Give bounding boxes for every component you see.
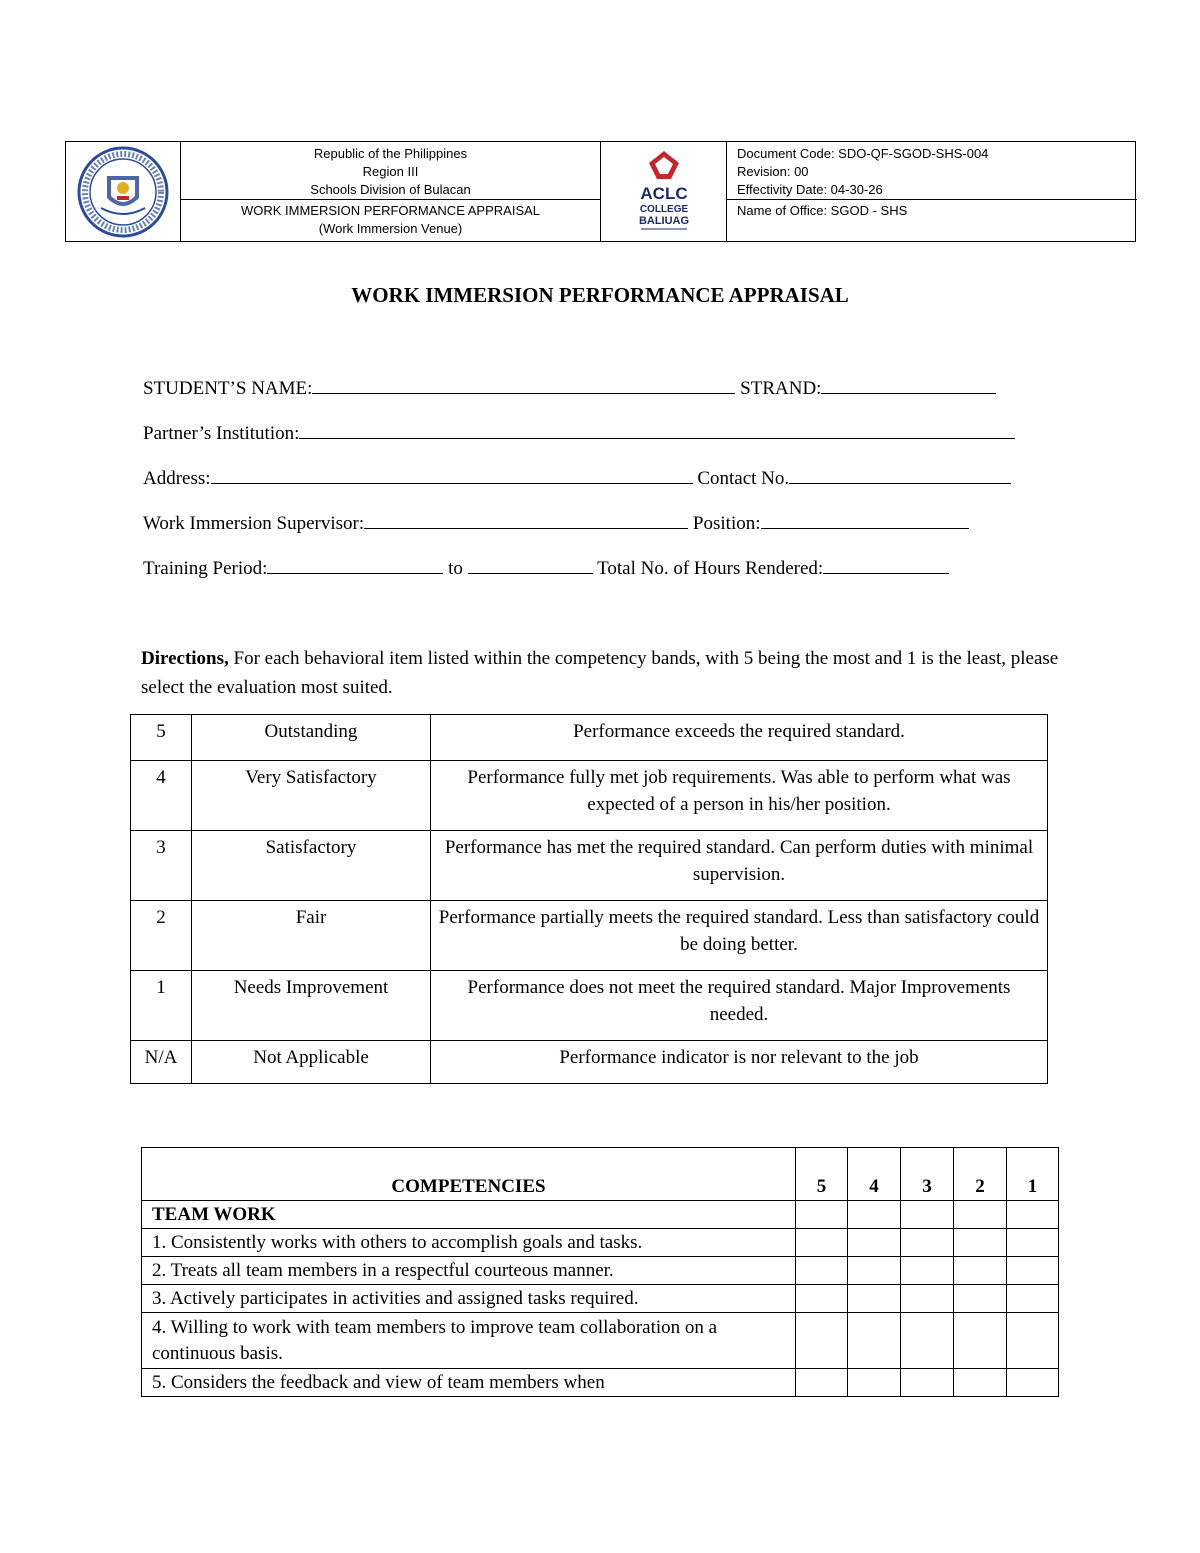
score-cell[interactable] — [796, 1285, 848, 1313]
score-cell[interactable] — [848, 1201, 901, 1229]
score-cell[interactable] — [796, 1257, 848, 1285]
score-header-3: 3 — [901, 1148, 954, 1201]
scale-score: 5 — [131, 715, 192, 761]
contact-label: Contact No. — [697, 468, 790, 489]
scale-label: Not Applicable — [192, 1041, 431, 1084]
score-cell[interactable] — [848, 1313, 901, 1369]
table-row — [131, 971, 1048, 1041]
score-cell[interactable] — [954, 1257, 1007, 1285]
score-header-2: 2 — [954, 1148, 1007, 1201]
scale-score: 1 — [131, 971, 192, 1041]
score-cell[interactable] — [1007, 1285, 1059, 1313]
training-to-label: to — [448, 558, 463, 579]
agency-cell — [181, 142, 601, 241]
score-cell[interactable] — [796, 1369, 848, 1397]
form-title-small: WORK IMMERSION PERFORMANCE APPRAISAL — [240, 203, 541, 218]
rating-scale-table — [130, 714, 1048, 1084]
scale-description: Performance fully met job requirements. Was able to perform what was expected of a person in his/her position. — [431, 761, 1048, 831]
effectivity-date: Effectivity Date: 04-30-26 — [737, 182, 883, 197]
score-cell[interactable] — [954, 1285, 1007, 1313]
table-row — [131, 901, 1048, 971]
competency-item: 5. Considers the feedback and view of team members when — [142, 1369, 796, 1397]
score-cell[interactable] — [901, 1201, 954, 1229]
svg-text:BALIUAG: BALIUAG — [638, 214, 689, 227]
hours-label: Total No. of Hours Rendered: — [597, 558, 824, 579]
directions-text: For each behavioral item listed within the competency bands, with 5 being the most and 1 is the least, please select the evaluation most suited. — [141, 648, 1059, 698]
office-name: Name of Office: SGOD - SHS — [737, 203, 908, 218]
directions — [141, 644, 1061, 702]
table-row — [131, 1041, 1048, 1084]
competencies-table — [141, 1147, 1059, 1397]
scale-description: Performance has met the required standard. Can perform duties with minimal supervision. — [431, 831, 1048, 901]
school-logo-cell — [601, 142, 727, 241]
student-name-field[interactable] — [312, 376, 735, 394]
competency-item: 4. Willing to work with team members to improve team collaboration on a continuous basis. — [142, 1313, 796, 1369]
scale-score: 4 — [131, 761, 192, 831]
supervisor-label: Work Immersion Supervisor: — [143, 513, 365, 534]
score-cell[interactable] — [901, 1257, 954, 1285]
score-cell[interactable] — [1007, 1229, 1059, 1257]
scale-description: Performance indicator is nor relevant to the job — [431, 1041, 1048, 1084]
page-title: WORK IMMERSION PERFORMANCE APPRAISAL — [351, 283, 849, 307]
competency-item: 2. Treats all team members in a respectful courteous manner. — [142, 1257, 796, 1285]
training-label: Training Period: — [143, 558, 268, 579]
deped-seal-cell — [66, 142, 181, 241]
position-label: Position: — [692, 513, 761, 534]
supervisor-row — [143, 511, 1058, 535]
agency-line-3: Schools Division of Bulacan — [310, 182, 471, 197]
score-cell[interactable] — [901, 1285, 954, 1313]
score-cell[interactable] — [848, 1285, 901, 1313]
partner-label: Partner’s Institution: — [143, 423, 300, 444]
training-start-field[interactable] — [267, 556, 443, 574]
address-field[interactable] — [211, 466, 693, 484]
scale-label: Outstanding — [192, 715, 431, 761]
hours-field[interactable] — [823, 556, 949, 574]
contact-field[interactable] — [789, 466, 1011, 484]
competency-item: 1. Consistently works with others to accomplish goals and tasks. — [142, 1229, 796, 1257]
score-cell[interactable] — [954, 1313, 1007, 1369]
scale-description: Performance does not meet the required standard. Major Improvements needed. — [431, 971, 1048, 1041]
scale-score: N/A — [131, 1041, 192, 1084]
scale-label: Satisfactory — [192, 831, 431, 901]
revision: Revision: 00 — [737, 164, 809, 179]
score-cell[interactable] — [1007, 1257, 1059, 1285]
partner-row — [143, 421, 1058, 445]
table-row — [142, 1313, 1059, 1369]
position-field[interactable] — [761, 511, 969, 529]
competencies-header: COMPETENCIES — [142, 1148, 796, 1201]
score-header-4: 4 — [848, 1148, 901, 1201]
scale-score: 3 — [131, 831, 192, 901]
form-subtitle: (Work Immersion Venue) — [318, 221, 463, 236]
student-name-row — [143, 376, 1058, 400]
competencies-header-row — [142, 1148, 1059, 1201]
score-cell[interactable] — [796, 1313, 848, 1369]
training-row — [143, 556, 1058, 580]
scale-label: Very Satisfactory — [192, 761, 431, 831]
document-info-cell — [727, 142, 1137, 241]
deped-seal-icon — [77, 146, 169, 238]
competency-item: 3. Actively participates in activities and assigned tasks required. — [142, 1285, 796, 1313]
score-cell[interactable] — [954, 1229, 1007, 1257]
score-cell[interactable] — [901, 1369, 954, 1397]
document-header — [65, 141, 1136, 242]
document-code: Document Code: SDO-QF-SGOD-SHS-004 — [737, 146, 989, 161]
student-name-label: STUDENT’S NAME: — [143, 378, 313, 399]
score-cell[interactable] — [848, 1369, 901, 1397]
table-row — [142, 1369, 1059, 1397]
score-header-1: 1 — [1007, 1148, 1059, 1201]
score-cell[interactable] — [954, 1201, 1007, 1229]
table-row — [131, 761, 1048, 831]
score-cell[interactable] — [901, 1229, 954, 1257]
table-row — [131, 831, 1048, 901]
strand-label: STRAND: — [740, 378, 822, 399]
table-row — [142, 1285, 1059, 1313]
table-row — [131, 715, 1048, 761]
table-row — [142, 1229, 1059, 1257]
category-team-work: TEAM WORK — [142, 1201, 796, 1229]
strand-field[interactable] — [821, 376, 996, 394]
scale-score: 2 — [131, 901, 192, 971]
partner-field[interactable] — [299, 421, 1015, 439]
score-cell[interactable] — [954, 1369, 1007, 1397]
scale-label: Fair — [192, 901, 431, 971]
score-cell[interactable] — [1007, 1369, 1059, 1397]
score-cell[interactable] — [848, 1257, 901, 1285]
agency-line-1: Republic of the Philippines — [313, 146, 468, 161]
scale-description: Performance exceeds the required standard. — [431, 715, 1048, 761]
table-row — [142, 1257, 1059, 1285]
score-cell[interactable] — [848, 1229, 901, 1257]
score-cell[interactable] — [1007, 1313, 1059, 1369]
score-cell[interactable] — [1007, 1201, 1059, 1229]
agency-line-2: Region III — [362, 164, 419, 179]
score-cell[interactable] — [796, 1201, 848, 1229]
address-label: Address: — [143, 468, 211, 489]
score-cell[interactable] — [796, 1229, 848, 1257]
score-header-5: 5 — [796, 1148, 848, 1201]
directions-lead: Directions, — [141, 648, 229, 669]
score-cell[interactable] — [901, 1313, 954, 1369]
scale-label: Needs Improvement — [192, 971, 431, 1041]
category-row — [142, 1201, 1059, 1229]
aclc-logo-icon — [629, 149, 699, 235]
scale-description: Performance partially meets the required standard. Less than satisfactory could be doing better. — [431, 901, 1048, 971]
training-end-field[interactable] — [468, 556, 593, 574]
svg-text:COLLEGE: COLLEGE — [639, 203, 688, 215]
svg-text:ACLC: ACLC — [639, 183, 688, 203]
address-row — [143, 466, 1058, 490]
supervisor-field[interactable] — [364, 511, 688, 529]
